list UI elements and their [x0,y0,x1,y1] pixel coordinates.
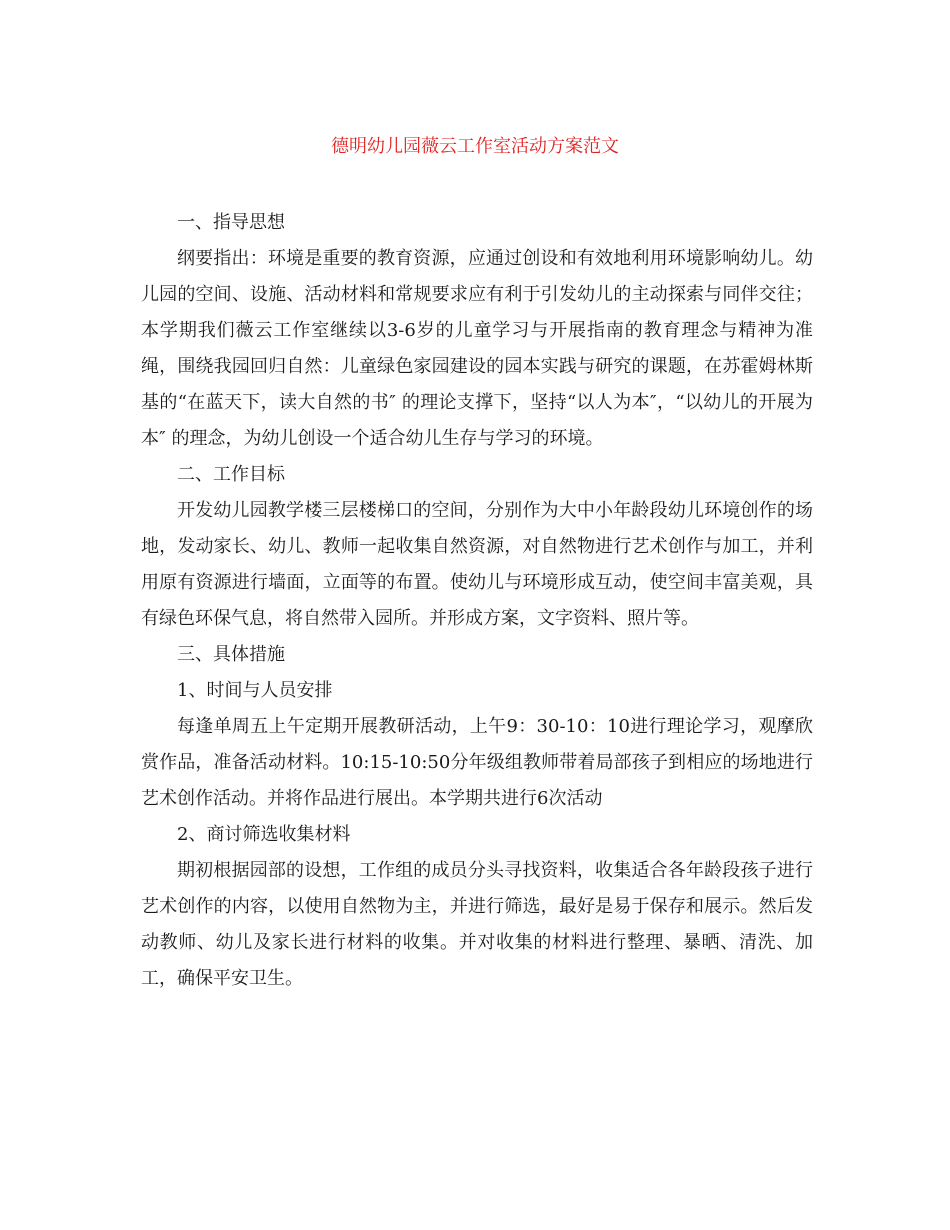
section-heading-guiding-ideology: 一、指导思想 [177,212,285,233]
subheading-time-personnel: 1、时间与人员安排 [177,680,333,701]
paragraph-materials: 期初根据园部的设想，工作组的成员分头寻找资料，收集适合各年龄段孩子进行艺术创作的内容，以使用自然物为主，并进行筛选，最好是易于保存和展示。然后发动教师、幼儿及家长进行材料的收集。并对收集的材料进行整理、暴晒、清洗、加工，确保平安卫生。 [141,860,813,989]
section-heading-work-goals: 二、工作目标 [177,464,285,485]
paragraph-work-goals: 开发幼儿园教学楼三层楼梯口的空间，分别作为大中小年龄段幼儿环境创作的场地，发动家长、幼儿、教师一起收集自然资源，对自然物进行艺术创作与加工，并利用原有资源进行墙面，立面等的布置。使幼儿与环境形成互动，使空间丰富美观，具有绿色环保气息，将自然带入园所。并形成方案，文字资料、照片等。 [141,500,813,629]
paragraph-time-personnel: 每逢单周五上午定期开展教研活动，上午9：30-10：10进行理论学习，观摩欣赏作品，准备活动材料。10:15-10:50分年级组教师带着局部孩子到相应的场地进行艺术创作活动。并将作品进行展出。本学期共进行6次活动 [141,716,813,809]
document-title: 德明幼儿园薇云工作室活动方案范文 [331,136,619,157]
document-body [141,205,813,997]
subheading-materials: 2、商讨筛选收集材料 [177,824,351,845]
section-heading-measures: 三、具体措施 [177,644,285,665]
paragraph-guiding-ideology: 纲要指出：环境是重要的教育资源，应通过创设和有效地利用环境影响幼儿。幼儿园的空间、设施、活动材料和常规要求应有利于引发幼儿的主动探索与同伴交往；本学期我们薇云工作室继续以3-6岁的儿童学习与开展指南的教育理念与精神为准绳，围绕我园回归自然：儿童绿色家园建设的园本实践与研究的课题，在苏霍姆林斯基的“在蓝天下，读大自然的书″ 的理论支撑下，坚持“以人为本″，“以幼儿的开展为本″ 的理念，为幼儿创设一个适合幼儿生存与学习的环境。 [141,248,813,449]
